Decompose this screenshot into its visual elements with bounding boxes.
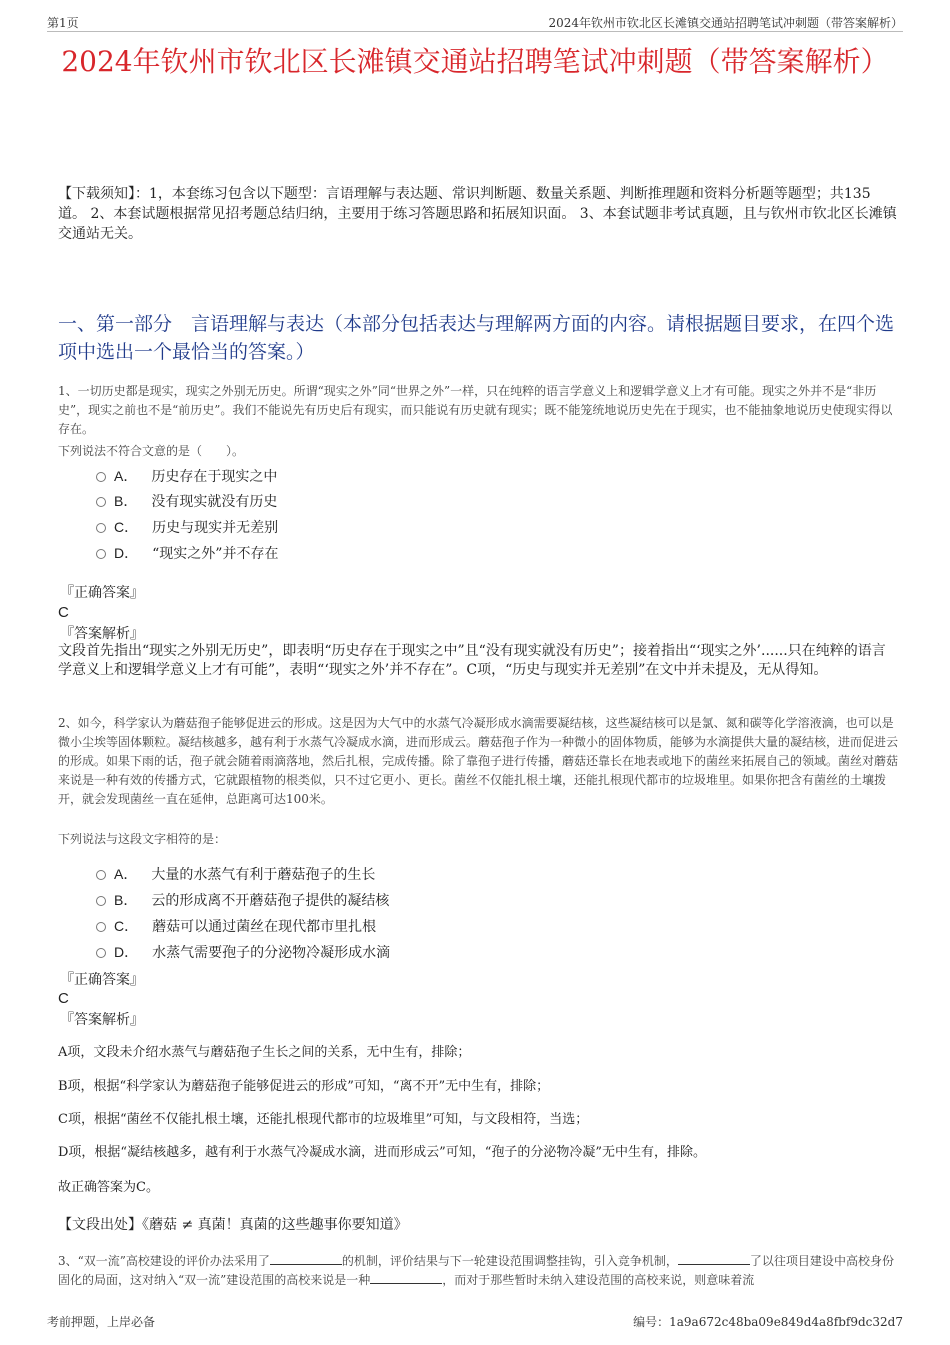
footer-slogan: 考前押题，上岸必备 <box>47 1315 156 1329</box>
footer-serial: 编号：1a9a672c48ba09e849d4a8fbf9dc32d7 <box>633 1315 903 1329</box>
q1-question: 下列说法不符合文意的是（ ）。 <box>58 444 245 458</box>
q1-option-d[interactable]: D． “现实之外”并不存在 <box>96 543 278 564</box>
download-notice: 【下载须知】：1，本套练习包含以下题型：言语理解与表达题、常识判断题、数量关系题、判断推理题和资料分析题等题型；共135道。 2、本套试题根据常见招考题总结归纳，主要用于练习答题思路和拓展知识面。 3、本套试题非考试真题，且与钦州市钦北区长滩镇交通站无关。 <box>58 186 897 242</box>
q2-source: 【文段出处】《蘑菇 ≠ 真菌！真菌的这些趣事你要知道》 <box>58 1217 408 1233</box>
q1-answer: C <box>58 604 69 621</box>
q1-analysis: 文段首先指出“现实之外别无历史”，即表明“历史存在于现实之中”且“没有现实就没有历史”；接着指出“‘现实之外’......只在纯粹的语言学意义上和逻辑学意义上才有可能”，表明“‘现实之外’并不存在”。C项，“历史与现实并无差别”在文中并未提及，无从得知。 <box>58 643 886 678</box>
q2-option-b[interactable]: B． 云的形成离不开蘑菇孢子提供的凝结核 <box>96 890 389 911</box>
q1-option-a[interactable]: A． 历史存在于现实之中 <box>96 466 277 487</box>
radio-icon[interactable] <box>96 922 106 932</box>
radio-icon[interactable] <box>96 472 106 482</box>
q2-analysis-label: 『答案解析』 <box>60 1012 144 1028</box>
radio-icon[interactable] <box>96 870 106 880</box>
q1-passage: 1、一切历史都是现实，现实之外别无历史。所谓“现实之外”同“世界之外”一样，只在纯粹的语言学意义上和逻辑学意义上才有可能。现实之外并不是“非历史”，现实之前也不是“前历史”。我们不能说先有历史后有现实，而只能说有历史就有现实；既不能笼统地说历史先在于现实，也不能抽象地说历史使现实得以存在。 <box>58 384 893 436</box>
radio-icon[interactable] <box>96 523 106 533</box>
page-header <box>47 12 903 32</box>
fill-blank[interactable] <box>370 1272 442 1284</box>
header-doc-title: 2024年钦州市钦北区长滩镇交通站招聘笔试冲刺题（带答案解析） <box>548 16 903 30</box>
q1-analysis-label: 『答案解析』 <box>60 626 144 642</box>
q2-option-d[interactable]: D． 水蒸气需要孢子的分泌物冷凝形成水滴 <box>96 942 390 963</box>
radio-icon[interactable] <box>96 549 106 559</box>
q2-analysis-line: A项，文段未介绍水蒸气与蘑菇孢子生长之间的关系，无中生有，排除； <box>58 1045 471 1060</box>
q2-answer: C <box>58 990 69 1007</box>
radio-icon[interactable] <box>96 497 106 507</box>
section-heading: 一、第一部分 言语理解与表达（本部分包括表达与理解两方面的内容。请根据题目要求，在四个选项中选出一个最恰当的答案。） <box>58 313 895 363</box>
radio-icon[interactable] <box>96 896 106 906</box>
q2-analysis-line: D项，根据“凝结核越多，越有利于水蒸气冷凝成水滴，进而形成云”可知，“孢子的分泌物冷凝”无中生有，排除。 <box>58 1145 707 1160</box>
q2-analysis-line: C项，根据“菌丝不仅能扎根土壤，还能扎根现代都市的垃圾堆里”可知，与文段相符，当选； <box>58 1112 589 1127</box>
q2-analysis-line: B项，根据“科学家认为蘑菇孢子能够促进云的形成”可知，“离不开”无中生有，排除； <box>58 1079 550 1094</box>
fill-blank[interactable] <box>678 1253 750 1265</box>
radio-icon[interactable] <box>96 948 106 958</box>
q2-passage: 2、如今，科学家认为蘑菇孢子能够促进云的形成。这是因为大气中的水蒸气冷凝形成水滴需要凝结核，这些凝结核可以是氯、氮和碳等化学溶液滴，也可以是微小尘埃等固体颗粒。凝结核越多，越有利于水蒸气冷凝成水滴，进而形成云。蘑菇孢子作为一种微小的固体物质，能够为水滴提供大量的凝结核，进而促进云的形成。如果下雨的话，孢子就会随着雨滴落地，然后扎根，完成传播。除了靠孢子进行传播，蘑菇还靠长在地表或地下的菌丝来拓展自己的领域。菌丝对蘑菇来说是一种有效的传播方式，它就跟植物的根类似，只不过它更小、更长。菌丝不仅能扎根土壤，还能扎根现代都市的垃圾堆里。如果你把含有菌丝的土壤拨开，就会发现菌丝一直在延伸，总距离可达100米。 <box>58 716 899 806</box>
fill-blank[interactable] <box>270 1253 342 1265</box>
page-number: 第1页 <box>47 16 79 30</box>
q2-question: 下列说法与这段文字相符的是： <box>58 832 227 846</box>
q2-analysis-conclusion: 故正确答案为C。 <box>58 1180 159 1195</box>
q2-answer-label: 『正确答案』 <box>60 972 144 988</box>
q1-option-b[interactable]: B． 没有现实就没有历史 <box>96 491 277 512</box>
q1-option-c[interactable]: C． 历史与现实并无差别 <box>96 517 278 538</box>
q3-passage: 3、“双一流”高校建设的评价办法采用了 的机制，评价结果与下一轮建设范围调整挂钩，引入竞争机制， 了以往项目建设中高校身份固化的局面，这对纳入“双一流”建设范围的高校来说是一种 ，而对于那些暂时未纳入建设范围的高校来说，则意味着流 <box>58 1254 894 1287</box>
q1-answer-label: 『正确答案』 <box>60 585 144 601</box>
q2-option-c[interactable]: C． 蘑菇可以通过菌丝在现代都市里扎根 <box>96 916 376 937</box>
document-title: 2024年钦州市钦北区长滩镇交通站招聘笔试冲刺题（带答案解析） <box>61 45 889 78</box>
q2-option-a[interactable]: A． 大量的水蒸气有利于蘑菇孢子的生长 <box>96 864 375 885</box>
